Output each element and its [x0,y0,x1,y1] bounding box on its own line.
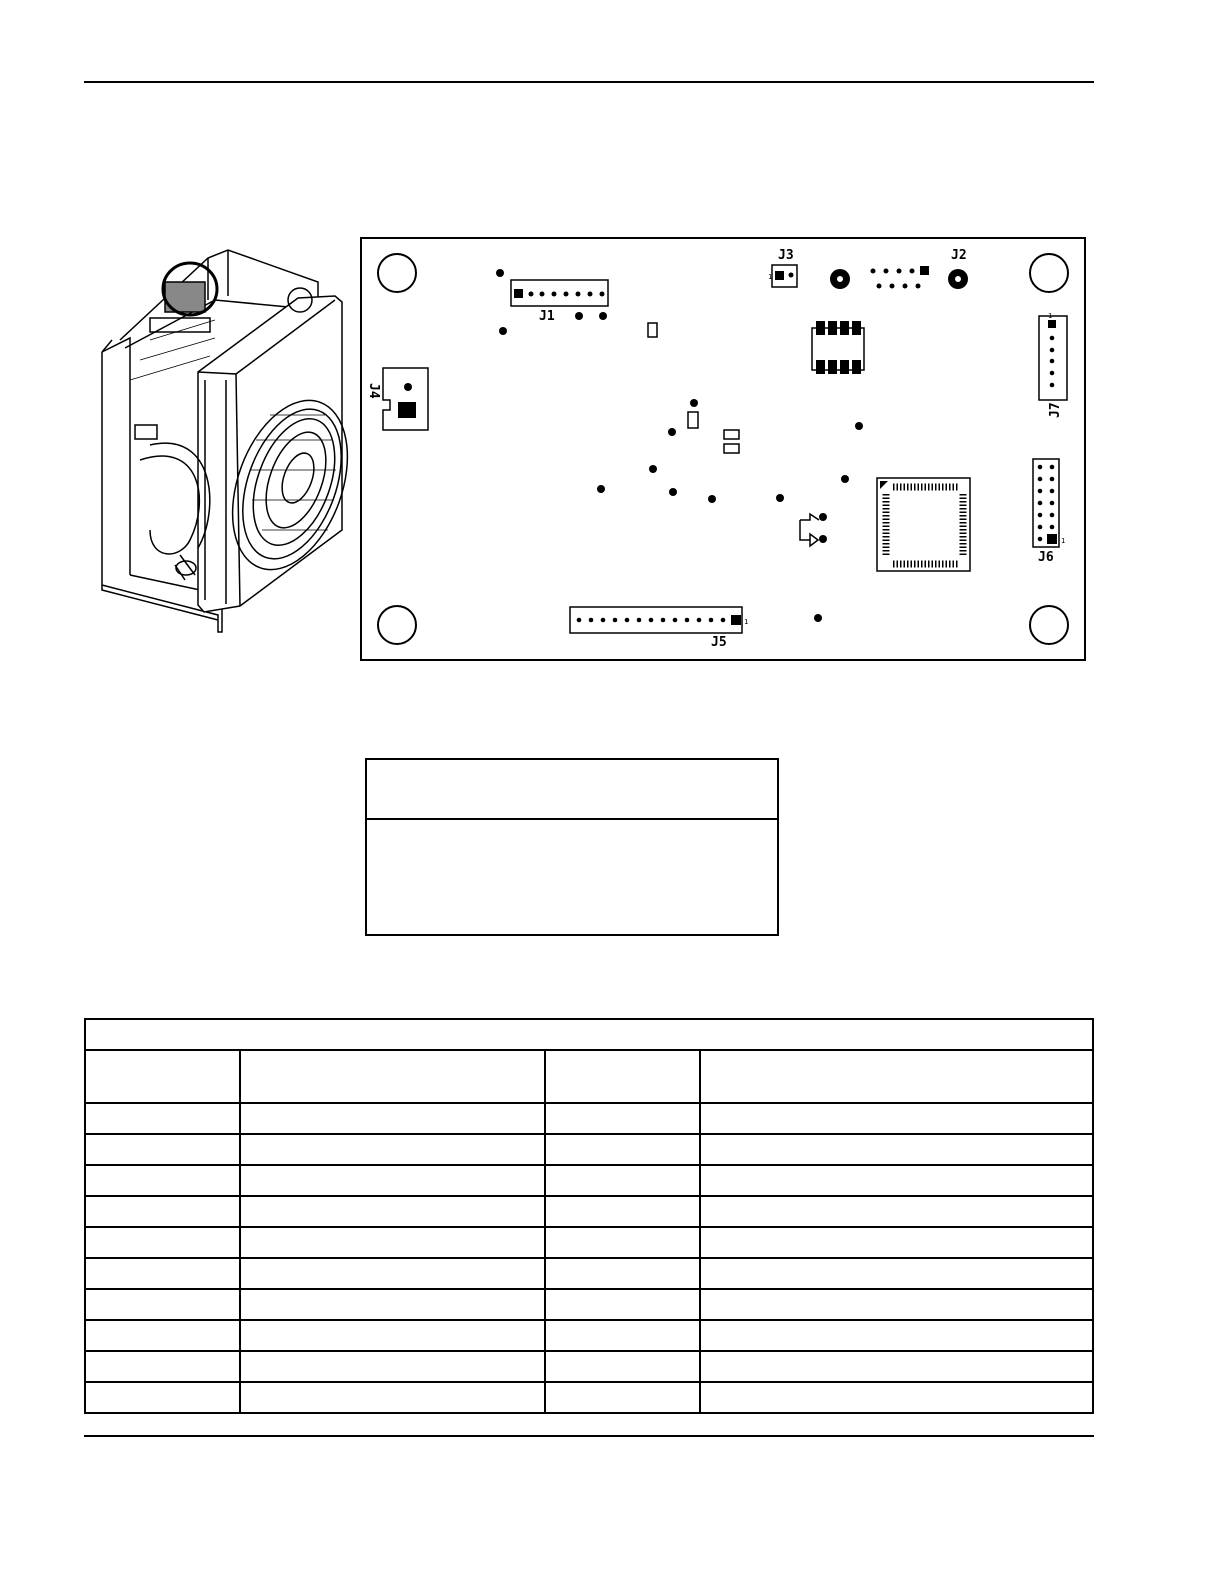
table-row [85,1320,1093,1351]
table-cell [85,1382,240,1413]
table-cell [240,1103,545,1134]
table-cell [240,1227,545,1258]
table-cell [700,1134,1093,1165]
connector-j3 [768,248,797,287]
j5-label: J5 [711,635,727,650]
table-cell [545,1382,700,1413]
table-cell [545,1196,700,1227]
pin-table [84,1018,1094,1414]
table-title [85,1019,1093,1050]
table-header-cell [545,1050,700,1103]
table-row [85,1134,1093,1165]
table-cell [545,1258,700,1289]
table-cell [700,1165,1093,1196]
table-cell [240,1258,545,1289]
table-cell [85,1320,240,1351]
ic-chip [812,321,864,374]
connector-j7 [1039,312,1067,418]
table-row [85,1289,1093,1320]
table-row [85,1258,1093,1289]
table-header-cell [85,1050,240,1103]
table-cell [700,1258,1093,1289]
connector-j4 [366,368,428,430]
connector-j5 [570,607,748,650]
table-cell [700,1351,1093,1382]
table-cell [700,1289,1093,1320]
table-cell [240,1320,545,1351]
table-cell [85,1258,240,1289]
connector-j6 [1033,459,1065,565]
mounting-hole [378,254,416,292]
j1-label: J1 [539,309,555,324]
j6-label: J6 [1038,550,1054,565]
table-cell [545,1320,700,1351]
unit-illustration [102,250,369,632]
table-header-row [85,1050,1093,1103]
j2-label: J2 [951,248,967,263]
mounting-hole [1030,254,1068,292]
table-row [85,1382,1093,1413]
table-cell [85,1227,240,1258]
table-cell [85,1103,240,1134]
table-title-row [85,1019,1093,1050]
table-cell [700,1382,1093,1413]
table-cell [240,1289,545,1320]
table-header-cell [240,1050,545,1103]
table-row [85,1227,1093,1258]
table-cell [85,1351,240,1382]
pcb-outline [361,238,1085,660]
table-cell [700,1320,1093,1351]
table-cell [85,1165,240,1196]
table-cell [545,1289,700,1320]
mounting-hole [378,606,416,644]
mounting-hole [1030,606,1068,644]
table-row [85,1103,1093,1134]
j7-label: J7 [1048,402,1063,418]
table-cell [240,1382,545,1413]
table-row [85,1196,1093,1227]
table-cell [545,1103,700,1134]
figure [84,230,1094,670]
note-box-header [367,760,777,820]
table-cell [240,1196,545,1227]
table-cell [240,1134,545,1165]
j6-pin1-marker: 1 [1061,537,1066,545]
table-row [85,1351,1093,1382]
table-cell [85,1196,240,1227]
table-row [85,1165,1093,1196]
j7-pin1-marker: 1 [1048,312,1053,320]
j4-label: J4 [366,383,381,399]
table-header-cell [700,1050,1093,1103]
table-cell [85,1289,240,1320]
microcontroller-chip [877,478,970,571]
connector-j2 [830,248,968,289]
top-rule [84,81,1094,83]
table-cell [700,1103,1093,1134]
table-cell [545,1165,700,1196]
table-cell [240,1165,545,1196]
note-box [365,758,779,936]
table-cell [545,1351,700,1382]
bottom-rule [84,1435,1094,1437]
table-cell [240,1351,545,1382]
j3-label: J3 [778,248,794,263]
j3-pin1-marker: 1 [768,273,773,281]
table-cell [700,1227,1093,1258]
table-cell [545,1134,700,1165]
j5-pin1-marker: 1 [744,618,749,626]
table-cell [85,1134,240,1165]
figure-svg [84,230,1094,670]
table-cell [545,1227,700,1258]
connector-j1 [511,280,608,324]
table-cell [700,1196,1093,1227]
